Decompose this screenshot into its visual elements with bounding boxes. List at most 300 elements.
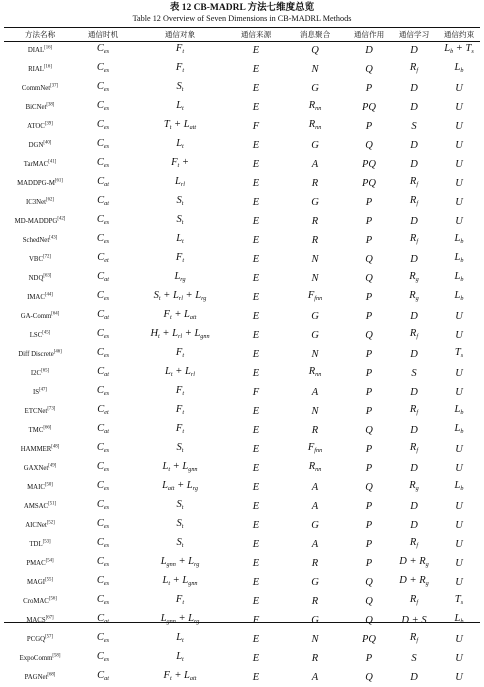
symbol: P [365,367,373,379]
symbol-subscript: at [104,618,109,625]
symbol-subscript: es [103,523,110,530]
symbol: R [311,652,319,664]
target-cell [130,516,230,535]
symbol: U [455,652,463,664]
symbol: R [311,234,319,246]
source-cell [230,592,282,611]
timing-cell [76,212,130,231]
symbol: R [409,632,417,643]
symbol: P [365,120,373,132]
symbol: F [307,442,315,453]
source-cell [230,326,282,345]
role-cell [348,478,390,497]
aggregation-cell [282,573,348,592]
symbol: Q [365,614,373,626]
symbol: L [176,233,183,244]
symbol: S [176,518,182,529]
symbol: L [174,271,181,282]
method-name: MADDPG-M [17,179,55,187]
symbol: S [176,214,182,225]
method-name: ATOC [27,122,45,130]
symbol-subscript: b [450,48,454,55]
method-name-cell [4,649,76,668]
method-name-cell [4,402,76,421]
symbol-subscript: g [415,295,419,302]
constraint-cell [438,193,480,212]
constraint-cell [438,288,480,307]
learning-cell [390,136,438,155]
symbol: G [311,576,319,588]
source-cell [230,611,282,630]
symbol: + [175,556,189,567]
table-row [4,345,480,364]
symbol: + [182,290,196,301]
timing-cell [76,649,130,668]
symbol-subscript: gnn [166,618,176,625]
symbol: E [252,557,260,569]
symbol: + [406,575,420,586]
method-name-cell [4,174,76,193]
header-role: 通信作用 [353,30,385,39]
symbol: P [365,538,373,550]
symbol: Q [365,595,373,607]
table-row [4,98,480,117]
table-row [4,459,480,478]
symbol: R [409,290,416,301]
symbol: A [311,158,319,170]
symbol: C [96,43,104,54]
symbol: F [175,347,183,358]
symbol: U [455,633,463,645]
method-name-cell [4,231,76,250]
symbol: R [308,119,316,130]
source-cell [230,535,282,554]
target-cell [130,231,230,250]
symbol-subscript: b [460,276,464,283]
symbol-subscript: t [182,599,185,606]
table-row [4,41,480,60]
learning-cell [390,117,438,136]
method-name: DIAL [27,46,45,54]
symbol: L [175,176,181,187]
symbol: L [172,328,178,339]
source-cell [230,345,282,364]
table-caption-cn: 表 12 CB-MADRL 方法七维度总览 [169,3,315,13]
reference-number: [73] [47,406,56,412]
symbol: + [170,575,183,586]
symbol: E [252,177,260,189]
source-cell [230,440,282,459]
symbol: E [252,576,260,588]
timing-cell [76,269,130,288]
method-name-cell [4,307,76,326]
symbol: Q [311,44,319,56]
reference-number: [49] [48,463,57,469]
source-cell [230,41,282,60]
target-cell [130,592,230,611]
symbol: L [454,423,461,434]
method-name: TarMAC [23,160,49,168]
aggregation-cell [282,326,348,345]
role-cell [348,212,390,231]
source-cell [230,307,282,326]
target-cell [130,212,230,231]
symbol: P [365,215,373,227]
symbol: E [252,234,260,246]
reference-number: [39] [44,121,53,127]
symbol: D [399,556,407,567]
method-name: ETCNet [24,407,48,415]
table-row [4,117,480,136]
role-cell [348,155,390,174]
symbol: F [175,252,183,263]
symbol: PQ [362,101,376,113]
symbol: N [311,63,319,75]
symbol: E [252,633,260,645]
symbol: C [96,575,104,586]
symbol: R [311,557,319,569]
symbol: U [455,386,463,398]
header-source: 通信来源 [240,30,272,39]
table-caption-en: Table 12 Overview of Seven Dimensions in CB-MADRL Methods [132,14,352,23]
symbol: L [165,366,171,377]
aggregation-cell [282,630,348,649]
symbol: C [96,81,104,92]
symbol: C [96,632,104,643]
method-name-cell [4,98,76,117]
header-method-name: 方法名称 [24,30,56,39]
constraint-cell [438,573,480,592]
target-cell [130,98,230,117]
symbol: L [172,290,179,301]
symbol: R [409,176,417,187]
symbol: C [96,461,104,472]
symbol: F [163,309,170,320]
timing-cell [76,535,130,554]
learning-cell [390,345,438,364]
role-cell [348,269,390,288]
symbol: + [174,480,187,491]
learning-cell [390,440,438,459]
target-cell [130,421,230,440]
symbol: N [311,405,319,417]
timing-cell [76,592,130,611]
reference-number: [45] [42,330,51,336]
symbol-subscript: g [425,580,429,587]
symbol: D [410,215,418,227]
reference-number: [51] [48,501,57,507]
symbol-subscript: t [182,352,185,359]
constraint-cell [438,592,480,611]
timing-cell [76,41,130,60]
constraint-cell [438,402,480,421]
learning-cell [390,307,438,326]
role-cell [348,383,390,402]
symbol: + [453,43,466,54]
method-name: BiCNet [25,103,47,111]
method-name: Diff Discrete [18,350,54,358]
table-row [4,649,480,668]
table-row [4,497,480,516]
reference-number: [46] [53,349,62,355]
symbol: F [175,62,183,73]
role-cell [348,630,390,649]
aggregation-cell [282,174,348,193]
symbol-subscript: at [104,181,109,188]
symbol: T [163,119,170,130]
method-name-cell [4,136,76,155]
table-row [4,668,480,687]
learning-cell [390,421,438,440]
symbol: U [455,538,463,550]
role-cell [348,307,390,326]
symbol-subscript: rl [190,371,195,378]
aggregation-cell [282,136,348,155]
symbol: R [311,215,319,227]
role-cell [348,117,390,136]
symbol: L [162,480,168,491]
role-cell [348,611,390,630]
constraint-cell [438,497,480,516]
symbol-subscript: es [103,485,110,492]
symbol: L [454,271,461,282]
symbol: E [252,310,260,322]
aggregation-cell [282,554,348,573]
method-name-cell [4,60,76,79]
symbol: E [252,329,260,341]
target-cell [130,345,230,364]
symbol: Q [365,424,373,436]
symbol: E [252,215,260,227]
target-cell [130,288,230,307]
table-row [4,592,480,611]
constraint-cell [438,383,480,402]
symbol: A [311,671,319,683]
source-cell [230,668,282,687]
timing-cell [76,117,130,136]
aggregation-cell [282,592,348,611]
symbol: R [311,177,319,189]
symbol: E [252,367,260,379]
symbol-subscript: es [103,219,110,226]
constraint-cell [438,649,480,668]
learning-cell [390,535,438,554]
symbol-subscript: b [460,409,464,416]
symbol-subscript: gnn [166,561,176,568]
method-name: CommNet [21,84,51,92]
symbol: E [252,101,260,113]
symbol-subscript: at [104,314,109,321]
reference-number: [16] [44,45,53,51]
symbol-subscript: t [182,637,184,644]
reference-number: [61] [54,178,63,184]
symbol-subscript: t [181,200,184,207]
symbol: Q [365,329,373,341]
symbol: U [455,158,463,170]
symbol: C [96,594,104,605]
symbol-subscript: t [181,219,184,226]
symbol-subscript: es [103,580,110,587]
symbol: P [365,234,373,246]
symbol-subscript: f [416,409,419,416]
aggregation-cell [282,440,348,459]
constraint-cell [438,269,480,288]
table-row [4,554,480,573]
source-cell [230,421,282,440]
method-name-cell [4,269,76,288]
symbol: S [153,290,159,301]
symbol: C [96,385,104,396]
symbol-subscript: rg [201,295,207,302]
symbol: A [311,500,319,512]
table-row [4,402,480,421]
symbol: S [176,499,182,510]
symbol: F [175,594,183,605]
method-name: ExpoComm [19,654,53,662]
symbol-subscript: t [182,105,184,112]
symbol-subscript: t [170,371,173,378]
symbol: P [365,405,373,417]
method-name: DGN [28,141,44,149]
symbol: U [455,500,463,512]
symbol: E [252,424,260,436]
method-name-cell [4,117,76,136]
symbol: Q [365,253,373,265]
constraint-cell [438,535,480,554]
symbol: G [311,519,319,531]
symbol-subscript: t [182,428,185,435]
symbol: S [176,81,182,92]
method-name: MAIC [27,483,45,491]
timing-cell [76,326,130,345]
symbol: F [175,385,183,396]
role-cell [348,326,390,345]
source-cell [230,402,282,421]
role-cell [348,60,390,79]
role-cell [348,136,390,155]
reference-number: [68] [47,672,56,678]
symbol-subscript: es [103,561,110,568]
timing-cell [76,383,130,402]
reference-number: [44] [44,292,53,298]
symbol: R [419,556,426,567]
symbol: F [171,157,178,168]
symbol: F [163,670,170,681]
methods-table [4,28,480,687]
symbol: R [409,62,417,73]
target-cell [130,440,230,459]
source-cell [230,60,282,79]
source-cell [230,79,282,98]
symbol: F [175,423,183,434]
symbol: C [96,138,104,149]
symbol-subscript: s [460,599,464,606]
symbol: G [311,329,319,341]
role-cell [348,41,390,60]
symbol: L [188,613,195,624]
symbol: + [175,613,189,624]
timing-cell [76,250,130,269]
symbol: D [410,310,418,322]
role-cell [348,516,390,535]
header-target: 通信对象 [164,30,196,39]
role-cell [348,554,390,573]
symbol-subscript: es [103,447,110,454]
symbol: L [454,233,461,244]
symbol-subscript: es [103,466,110,473]
symbol: + [170,461,183,472]
aggregation-cell [282,345,348,364]
method-name: LSC [29,331,43,339]
symbol: E [252,500,260,512]
symbol: L [188,556,195,567]
reference-number: [52] [46,520,55,526]
method-name-cell [4,611,76,630]
symbol: L [195,290,202,301]
aggregation-cell [282,649,348,668]
source-cell [230,364,282,383]
reference-number: [63] [43,273,52,279]
learning-cell [390,573,438,592]
method-name: TDL [29,540,43,548]
reference-number: [64] [51,311,60,317]
method-name: GAXNet [23,464,49,472]
symbol-subscript: t [182,656,184,663]
symbol-subscript: g [415,276,419,283]
symbol-subscript: t [169,124,172,131]
constraint-cell [438,250,480,269]
constraint-cell [438,459,480,478]
target-cell [130,497,230,516]
target-cell [130,79,230,98]
source-cell [230,193,282,212]
method-name: MAGI [26,578,46,586]
table-row [4,535,480,554]
source-cell [230,288,282,307]
symbol: U [455,367,463,379]
constraint-cell [438,136,480,155]
role-cell [348,402,390,421]
symbol: C [96,157,104,168]
symbol-subscript: gnn [188,466,198,473]
role-cell [348,668,390,687]
source-cell [230,554,282,573]
symbol: G [311,139,319,151]
method-name: PAGNet [24,673,48,681]
symbol: N [311,253,319,265]
symbol: R [409,537,417,548]
symbol: R [311,424,319,436]
method-name-cell [4,421,76,440]
symbol: N [311,633,319,645]
aggregation-cell [282,364,348,383]
learning-cell [390,668,438,687]
symbol: A [311,481,319,493]
reference-number: [37] [50,83,59,89]
symbol-subscript: es [103,67,110,74]
learning-cell [390,630,438,649]
reference-number: [48] [51,444,60,450]
symbol: S [411,120,417,132]
symbol-subscript: t [182,143,184,150]
target-cell [130,250,230,269]
symbol: R [409,404,417,415]
method-name-cell [4,250,76,269]
table-row [4,231,480,250]
symbol: E [252,139,260,151]
symbol-subscript: att [189,124,197,131]
timing-cell [76,440,130,459]
